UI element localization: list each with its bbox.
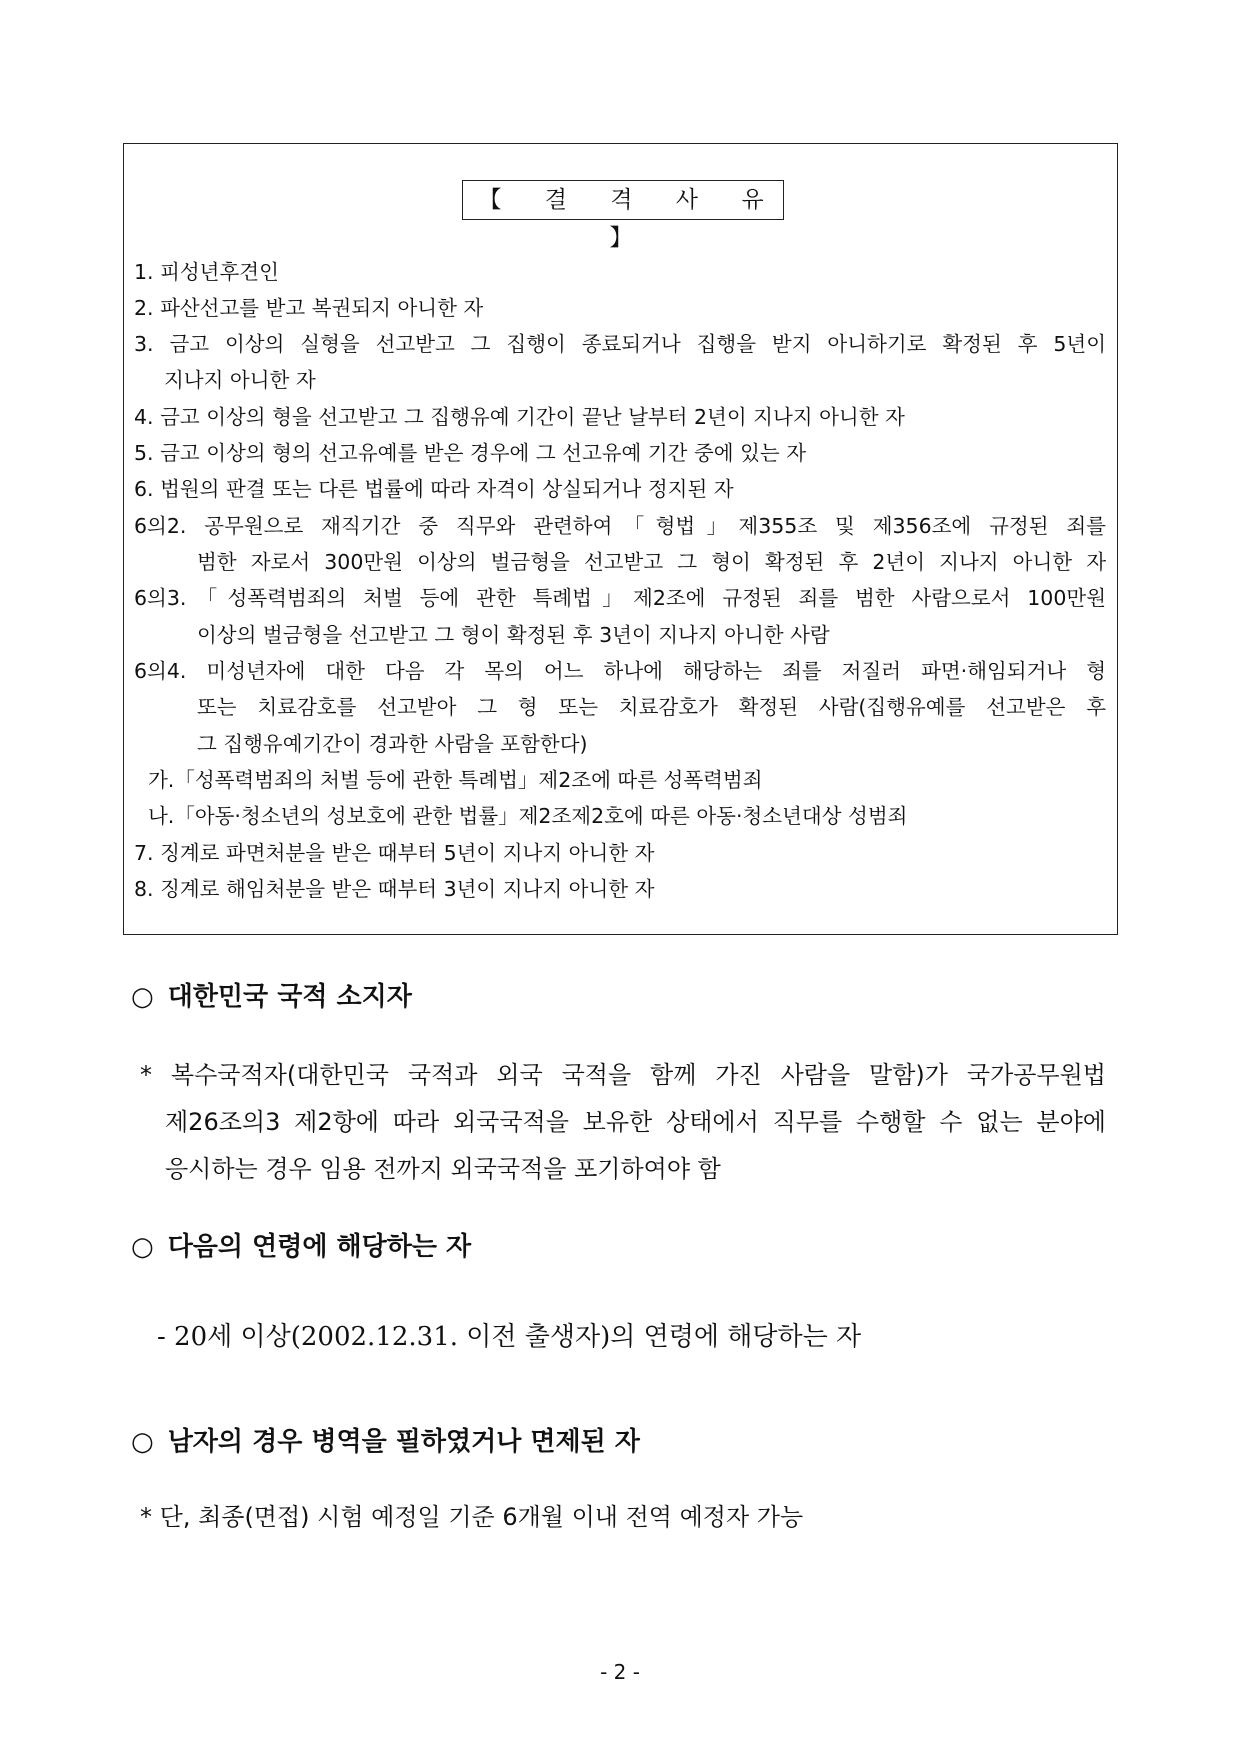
- circle-bullet-icon: ○: [131, 1427, 154, 1457]
- section-heading: [131, 1230, 471, 1264]
- list-item: 범한 자로서 300만원 이상의 벌금형을 선고받고 그 형이 확정된 후 2년이 지나지 아니한 자: [197, 550, 1106, 574]
- page-number: - 2 -: [600, 1660, 640, 1684]
- list-item: 이상의 벌금형을 선고받고 그 형이 확정된 후 3년이 지나지 아니한 사람: [197, 623, 830, 647]
- section-heading-text: 남자의 경우 병역을 필하였거나 면제된 자: [167, 1427, 640, 1457]
- circle-bullet-icon: ○: [131, 1232, 154, 1262]
- list-item: 7. 징계로 파면처분을 받은 때부터 5년이 지나지 아니한 자: [134, 841, 655, 865]
- circle-bullet-icon: ○: [131, 982, 154, 1012]
- list-item: 나.「아동·청소년의 성보호에 관한 법률」제2조제2호에 따른 아동·청소년대상 성범죄: [148, 804, 908, 828]
- list-item: 6의2. 공무원으로 재직기간 중 직무와 관련하여「형법」제355조 및 제356조에 규정된 죄를: [134, 514, 1106, 538]
- age-requirement-line: - 20세 이상(2002.12.31. 이전 출생자)의 연령에 해당하는 자: [157, 1322, 862, 1352]
- note-line: 응시하는 경우 임용 전까지 외국국적을 포기하여야 함: [165, 1155, 721, 1183]
- list-item: 4. 금고 이상의 형을 선고받고 그 집행유예 기간이 끝난 날부터 2년이 지나지 아니한 자: [134, 405, 905, 429]
- list-item: 6의4. 미성년자에 대한 다음 각 목의 어느 하나에 해당하는 죄를 저질러 파면·해임되거나 형: [134, 659, 1106, 683]
- note-line: * 단, 최종(면접) 시험 예정일 기준 6개월 이내 전역 예정자 가능: [140, 1503, 804, 1531]
- note-line: 제26조의3 제2항에 따라 외국국적을 보유한 상태에서 직무를 수행할 수 없는 분야에: [165, 1108, 1106, 1136]
- list-item: 또는 치료감호를 선고받아 그 형 또는 치료감호가 확정된 사람(집행유예를 선고받은 후: [197, 695, 1106, 719]
- list-item: 지나지 아니한 자: [164, 368, 316, 392]
- section-heading: [131, 980, 412, 1014]
- list-item: 5. 금고 이상의 형의 선고유예를 받은 경우에 그 선고유예 기간 중에 있는 자: [134, 441, 807, 465]
- list-item: 8. 징계로 해임처분을 받은 때부터 3년이 지나지 아니한 자: [134, 877, 655, 901]
- section-heading-text: 다음의 연령에 해당하는 자: [167, 1232, 472, 1262]
- list-item: 가.「성폭력범죄의 처벌 등에 관한 특례법」제2조에 따른 성폭력범죄: [148, 768, 763, 792]
- list-item: 그 집행유예기간이 경과한 사람을 포함한다): [197, 732, 588, 756]
- list-item: 3. 금고 이상의 실형을 선고받고 그 집행이 종료되거나 집행을 받지 아니하기로 확정된 후 5년이: [134, 332, 1106, 356]
- section-heading: [131, 1425, 640, 1459]
- list-item: 6. 법원의 판결 또는 다른 법률에 따라 자격이 상실되거나 정지된 자: [134, 477, 734, 501]
- disqualification-title: 【 결 격 사 유 】: [462, 180, 784, 220]
- list-item: 6의3.「성폭력범죄의 처벌 등에 관한 특례법」제2조에 규정된 죄를 범한 사람으로서 100만원: [134, 586, 1106, 610]
- note-line: * 복수국적자(대한민국 국적과 외국 국적을 함께 가진 사람을 말함)가 국가공무원법: [140, 1061, 1106, 1089]
- section-heading-text: 대한민국 국적 소지자: [167, 982, 412, 1012]
- list-item: 2. 파산선고를 받고 복권되지 아니한 자: [134, 296, 484, 320]
- list-item: 1. 피성년후견인: [134, 260, 279, 284]
